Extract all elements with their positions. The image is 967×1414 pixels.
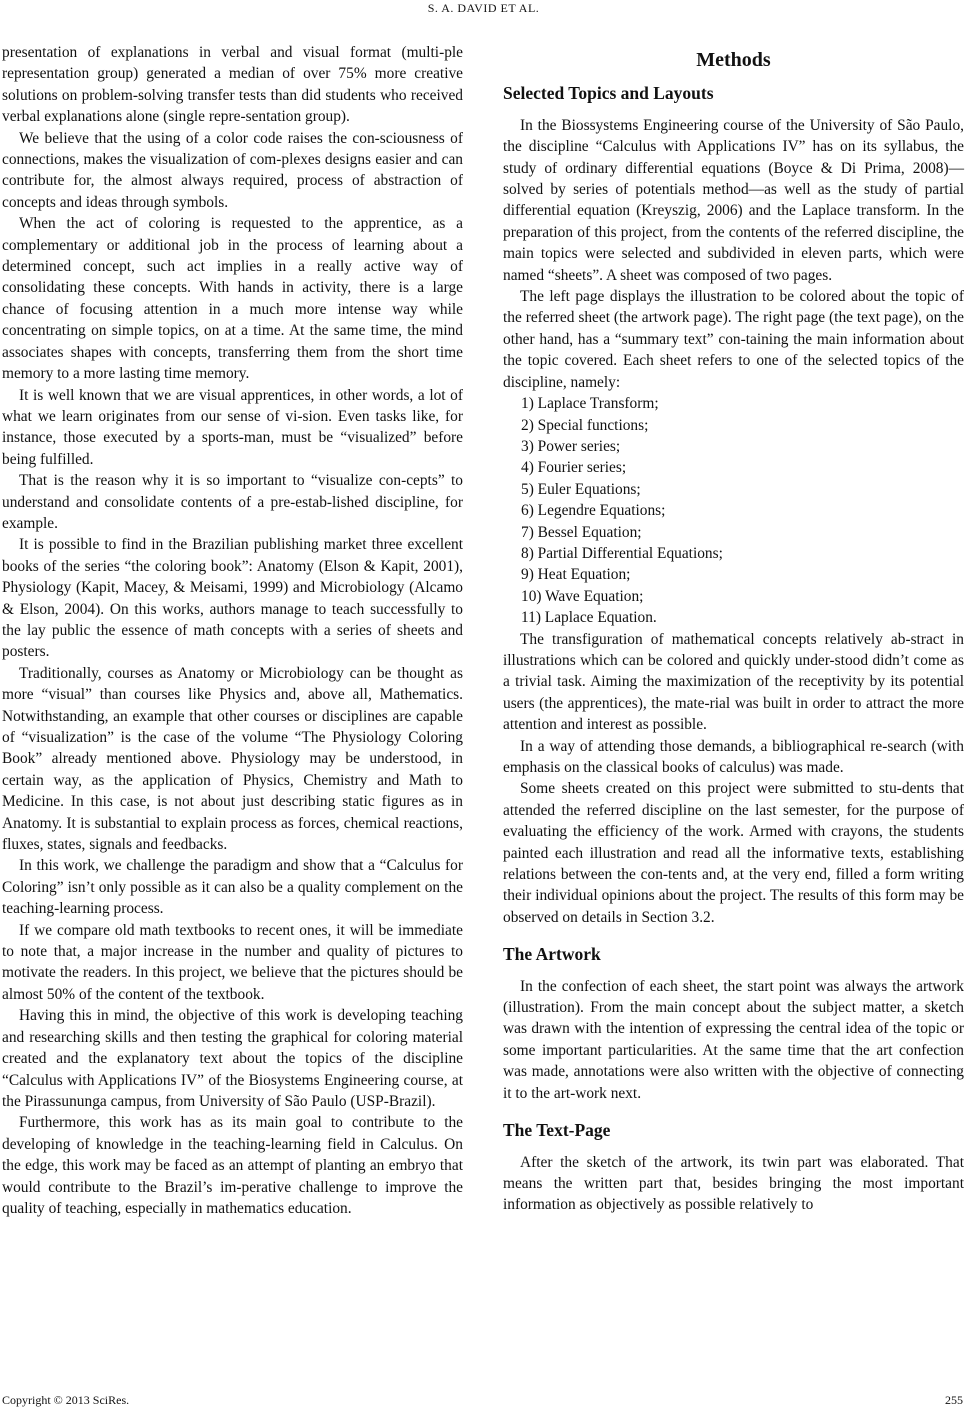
topic-item: 8) Partial Differential Equations; <box>521 544 723 562</box>
subsection-heading-topics: Selected Topics and Layouts <box>503 83 714 104</box>
running-head: S. A. DAVID ET AL. <box>427 1 540 15</box>
paragraph: Having this in mind, the objective of this work is developing teaching and researching skills and then testing the graphical for coloring material created and the explanatory text about the topics of the discipline “Calculus with Applications IV” of the Biosystems Engineering course, at the Pirassununga campus, from University of São Paulo (USP-Brazil). <box>2 1007 463 1110</box>
left-column <box>2 42 463 1219</box>
topic-item: 2) Special functions; <box>521 416 649 434</box>
topic-item: 7) Bessel Equation; <box>521 523 642 541</box>
topic-item: 5) Euler Equations; <box>521 480 641 498</box>
paragraph: In this work, we challenge the paradigm and show that a “Calculus for Coloring” isn’t only possible as it can also be a quality complement on the teaching-learning process. <box>2 857 463 918</box>
topic-item: 6) Legendre Equations; <box>521 502 666 520</box>
paragraph: The transfiguration of mathematical concepts relatively ab-stract in illustrations which can be colored and quickly under-stood didn’t come as a trivial task. Aiming the maximization of the receptivity by its potential users (the apprentices), the mate-rial was built in order to attract the more attention and interest as possible. <box>503 630 964 734</box>
paragraph: It is possible to find in the Brazilian publishing market three excellent books of the series “the coloring book”: Anatomy (Elson & Kapit, 2001), Physiology (Kapit, Macey, & Meisami, 1999) and Microbiology (Alcamo & Elson, 2004). On this works, authors manage to teach successfully to the lay public the essence of math concepts with a series of sheets and posters. <box>2 536 463 661</box>
topic-item: 3) Power series; <box>521 437 621 455</box>
paragraph: Some sheets created on this project were submitted to stu-dents that attended the referred discipline on the last semester, for the purpose of evaluating the efficiency of the work. Armed with crayons, the students painted each illustration and read all the informative texts, establishing relations between the con-tents and, at the very end, filled a form writing their individual opinions about the project. The results of this form may be observed on details in Section 3.2. <box>503 780 964 926</box>
paragraph: When the act of coloring is requested to the apprentice, as a complementary or additional job in the process of learning about a determined concept, such act implies in a really active way of consolidating these concepts. With hands in activity, there is a large chance of focusing attention in a much more intense way while concentrating on simple topics, on at a time. At the same time, the mind associates shapes with concepts, transferring them from the short time memory to a more lasting time memory. <box>2 215 463 383</box>
paragraph: Furthermore, this work has as its main goal to contribute to the developing of knowledge in the teaching-learning field in Calculus. On the edge, this work may be faced as an attempt of planting an embryo that would contribute to the Brazil’s im-perative challenge to improve the quality of teaching, especially in mathematics education. <box>2 1114 463 1217</box>
topic-item: 1) Laplace Transform; <box>521 395 659 413</box>
paragraph: After the sketch of the artwork, its twin part was elaborated. That means the written part that, besides bringing the most important information as objectively as possible relatively to <box>503 1153 964 1214</box>
topic-item: 9) Heat Equation; <box>521 566 631 584</box>
paragraph: The left page displays the illustration to be colored about the topic of the referred sheet (the artwork page). The right page (the text page), on the other hand, has a “summary text” con-taining the main information about the topic covered. Each sheet refers to one of the selected topics of the discipline, namely: <box>503 288 964 391</box>
topic-list <box>503 393 964 628</box>
paragraph: In the Biossystems Engineering course of the University of São Paulo, the discipline “Calculus with Applications IV” has on its syllabus, the study of ordinary differential equations (Boyce & Di Prima, 2008)—solved by series of potentials method—as well as the study of partial differential equation (Kreyszig, 2006) and the Laplace transform. In the preparation of this project, from the contents of the referred discipline, the main topics were selected and subdivided in eleven parts, which were named “sheets”. A sheet was composed of two pages. <box>503 116 964 284</box>
page-number: 255 <box>945 1393 963 1407</box>
paragraph: That is the reason why it is so important to “visualize con-cepts” to understand and consolidate contents of a pre-estab-lished discipline, for example. <box>2 472 463 532</box>
paragraph: If we compare old math textbooks to recent ones, it will be immediate to note that, a major increase in the number and quality of pictures to motivate the readers. In this project, we believe that the pictures should be almost 50% of the content of the textbook. <box>2 921 463 1003</box>
section-heading-methods: Methods <box>696 49 771 71</box>
topic-item: 4) Fourier series; <box>521 459 627 477</box>
paragraph: We believe that the using of a color code raises the con-sciousness of connections, makes the visualization of com-plexes designs easier and can contribute for, the almost always required, process of abstraction of concepts and ideas through symbols. <box>2 129 463 211</box>
paragraph: In a way of attending those demands, a bibliographical re-search (with emphasis on the classical books of calculus) was made. <box>503 737 964 776</box>
subsection-heading-artwork: The Artwork <box>503 944 601 965</box>
copyright-footer: Copyright © 2013 SciRes. <box>2 1393 130 1407</box>
subsection-heading-text-page: The Text-Page <box>503 1120 611 1141</box>
topic-item: 11) Laplace Equation. <box>521 609 657 627</box>
paragraph: It is well known that we are visual apprentices, in other words, a lot of what we learn originates from our sense of vi-sion. Even tasks like, for instance, those executed by a sports-man, must be “visualized” before being fulfilled. <box>2 386 463 468</box>
paragraph: presentation of explanations in verbal and visual format (multi-ple representation group) generated a median of over 75% more creative solutions on problem-solving transfer tests than did students who received verbal explanations alone (single repre-sentation group). <box>2 44 463 126</box>
paragraph: Traditionally, courses as Anatomy or Microbiology can be thought as more “visual” than courses like Physics and, above all, Mathematics. Notwithstanding, an example that other courses or disciplines are capable of “visualization” is the case of the volume “The Physiology Coloring Book” already mentioned above. Physiology may be understood, in certain way, as the application of Physics, Chemistry and Math to Medicine. In this case, is not about just describing static figures as in Anatomy. It is substantial to explain process as forces, chemical reactions, fluxes, states, signals and feedbacks. <box>2 664 463 854</box>
topic-item: 10) Wave Equation; <box>521 587 644 605</box>
right-column <box>503 42 964 1216</box>
paragraph: In the confection of each sheet, the start point was always the artwork (illustration). From the main concept about the subject matter, a sketch was drawn with the intention of expressing the central idea of the topic or some important particularities. At the same time that the art confection was made, annotations were also written with the objective of connecting it to the art-work next. <box>503 977 964 1102</box>
